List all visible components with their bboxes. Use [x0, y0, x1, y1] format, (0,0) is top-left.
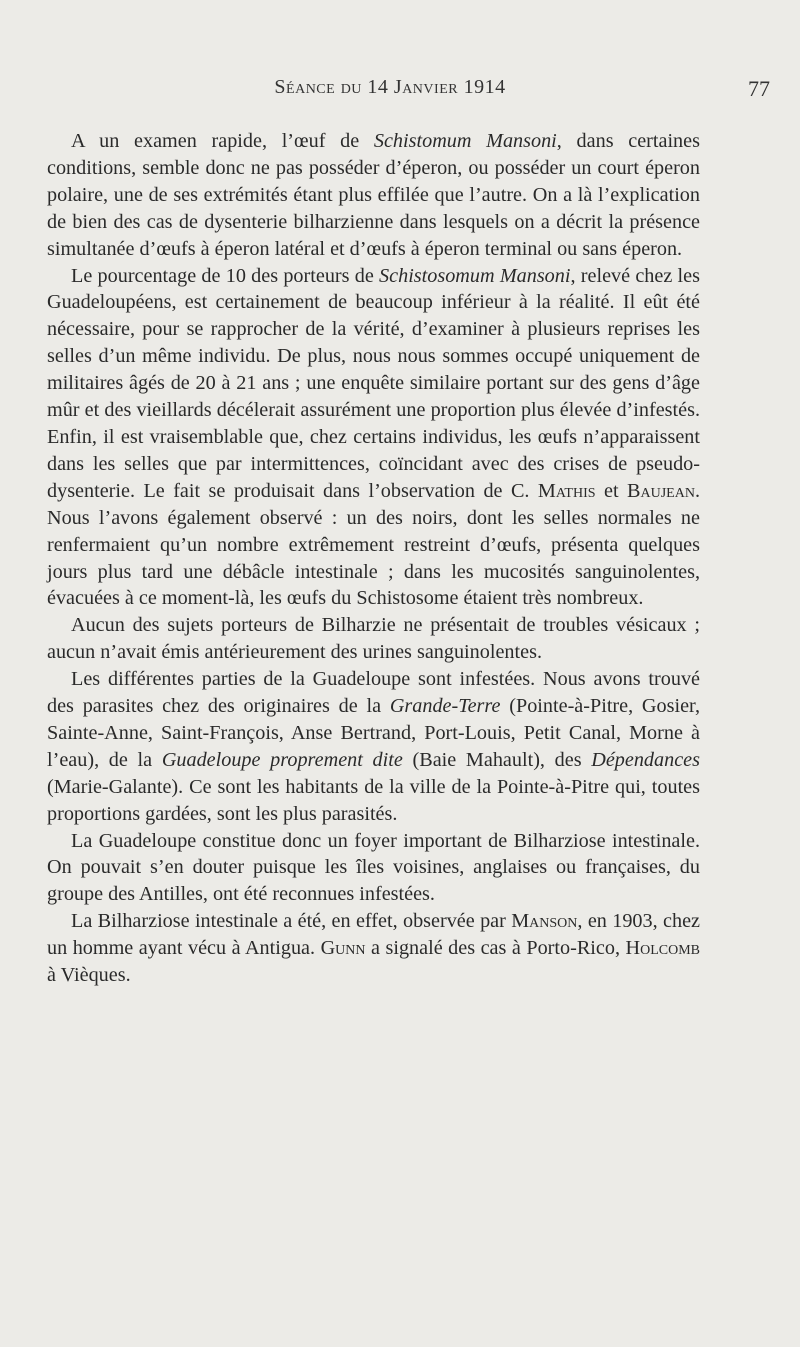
- text-run: A un examen rapide, l’œuf de: [71, 130, 374, 152]
- small-caps-name: Mathis: [537, 479, 596, 502]
- paragraph-2: [47, 263, 700, 613]
- paragraph-6: [47, 908, 700, 989]
- text-run: La Guadeloupe constitue donc un foyer important de Bilharziose intestinale. On pouvait s’en douter puisque les îles voisines, anglaises ou françaises, du groupe des Antilles, ont été reconnues infestées.: [47, 829, 700, 906]
- text-run: La Bilharziose intestinale a été, en effet, observée par: [71, 910, 512, 933]
- paragraph-3: [47, 612, 700, 666]
- text-run: Le pourcentage de 10 des porteurs de: [71, 264, 380, 287]
- page-header: [40, 76, 770, 106]
- paragraph-1: [47, 128, 700, 263]
- text-run: a signalé des cas à Porto-Rico,: [365, 937, 626, 960]
- text-run: . Nous l’avons également observé : un des noirs, dont les selles normales ne renfermaient qu’un nombre extrêmement restreint d’œufs, présenta quelques jours plus tard une débâcle intestinale ; dans les mucosités sanguinolentes, évacuées à ce moment-là, les œufs du Schistosome étaient très nombreux.: [47, 479, 700, 610]
- body-text: [47, 128, 700, 989]
- paragraph-4: [47, 666, 700, 827]
- text-run: (Marie-Galante). Ce sont les habitants de la ville de la Pointe-à-Pitre qui, toutes proportions gardées, sont les plus parasités.: [47, 775, 700, 825]
- text-run: et: [595, 479, 628, 502]
- italic-text: Schistomum Mansoni: [373, 130, 557, 152]
- italic-text: Grande-Terre: [389, 695, 501, 718]
- text-run: , relevé chez les Guadeloupéens, est certainement de beaucoup inférieur à la réalité. Il eût été nécessaire, pour se rapprocher de la vérité, d’examiner à plusieurs reprises les selles d’un même individu. De plus, nous nous sommes occupé uniquement de militaires âgés de 20 à 21 ans ; une enquête similaire portant sur des gens d’âge mûr et des vieillards décélerait assurément une proportion plus élevée d’infestés. Enfin, il est vraisemblable que, chez certains individus, les œufs n’apparaissent dans les selles que par intermittences, coïncidant avec des crises de pseudo-dysenterie. Le fait se produisait dans l’observation de C.: [47, 264, 700, 502]
- text-run: Les différentes parties de la Guadeloupe sont infestées. Nous avons trouvé des parasites chez des originaires de la: [47, 668, 700, 718]
- running-head: Séance du 14 Janvier 1914: [274, 76, 506, 98]
- text-run: Aucun des sujets porteurs de Bilharzie ne présentait de troubles vésicaux ; aucun n’avait émis antérieurement des urines sanguinolentes.: [47, 614, 700, 664]
- small-caps-name: Holcomb: [625, 937, 701, 960]
- page-number: 77: [748, 76, 770, 101]
- small-caps-name: Manson: [511, 910, 578, 933]
- text-run: (Baie Mahault), des: [402, 748, 592, 771]
- small-caps-name: Baujean: [627, 479, 695, 502]
- text-run: , en 1903, chez un homme ayant vécu à Antigua.: [47, 910, 700, 960]
- paragraph-5: [47, 828, 700, 909]
- text-run: à Vièques.: [47, 964, 131, 987]
- text-run: , dans certaines conditions, semble donc ne pas posséder d’éperon, ou posséder un court éperon polaire, une de ses extrémités étant plus effilée que l’autre. On a là l’explication de bien des cas de dysenterie bilharzienne dans lesquels on a décrit la présence simultanée d’œufs à éperon latéral et d’œufs à éperon terminal ou sans éperon.: [47, 130, 700, 260]
- text-run: (Pointe-à-Pitre, Gosier, Sainte-Anne, Saint-François, Anse Bertrand, Port-Louis, Petit Canal, Morne à l’eau), de la: [47, 695, 700, 771]
- italic-text: Dépendances: [591, 748, 700, 771]
- small-caps-name: Gunn: [320, 937, 366, 960]
- italic-text: Guadeloupe proprement dite: [161, 748, 403, 771]
- italic-text: Schistosomum Mansoni: [379, 264, 571, 287]
